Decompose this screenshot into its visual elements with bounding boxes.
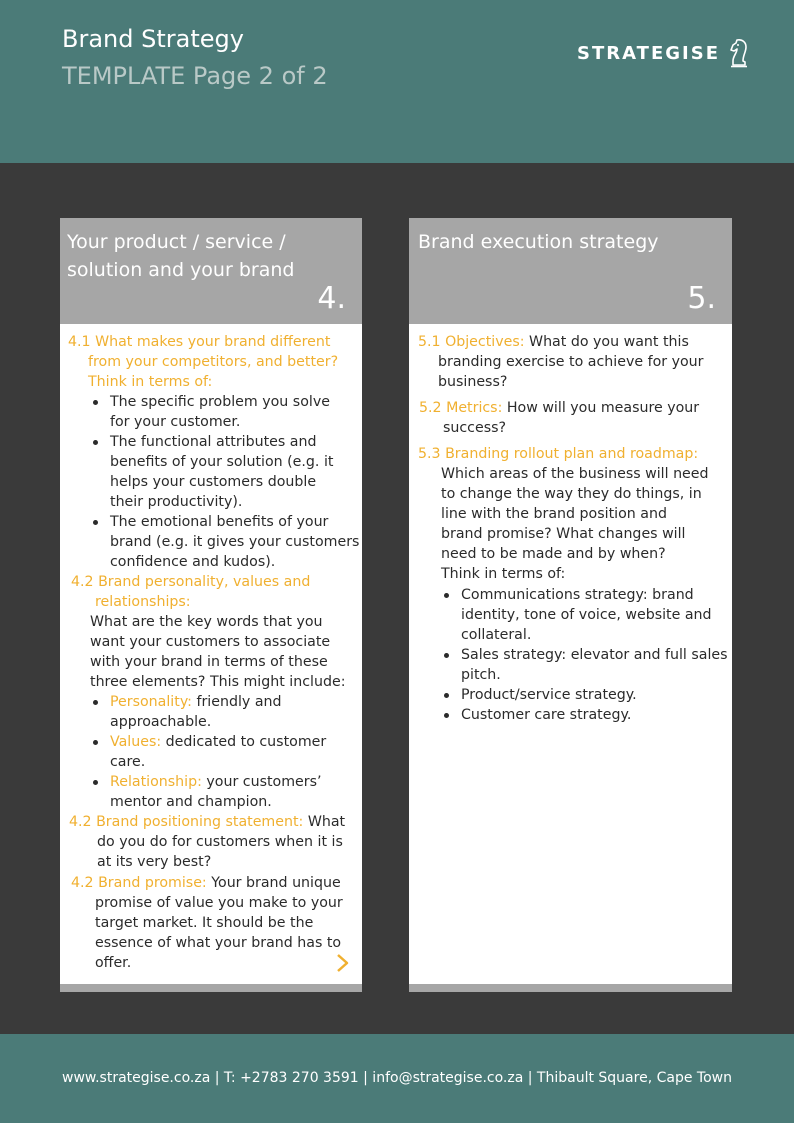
text-line: brand promise? What changes will bbox=[441, 526, 686, 542]
heading-5-2 bbox=[419, 398, 699, 438]
label: 5.2 Metrics: bbox=[419, 400, 503, 416]
card-number: 5. bbox=[687, 281, 716, 316]
text-line: Sales strategy: elevator and full sales bbox=[461, 647, 728, 663]
text: dedicated to customer bbox=[161, 734, 327, 750]
list-item bbox=[110, 432, 333, 512]
label: Personality: bbox=[110, 694, 192, 710]
text-line: branding exercise to achieve for your bbox=[438, 354, 704, 370]
list-item bbox=[461, 685, 637, 705]
text-line: confidence and kudos). bbox=[110, 554, 276, 570]
text-line: promise of value you make to your bbox=[95, 895, 343, 911]
text-line: 4.2 Brand personality, values and bbox=[71, 574, 311, 590]
text-line: for your customer. bbox=[110, 414, 241, 430]
text-line: 4.1 What makes your brand different bbox=[68, 334, 331, 350]
text-line: essence of what your brand has to bbox=[95, 935, 342, 951]
heading-4-2-positioning bbox=[69, 812, 345, 872]
card-title: Brand execution strategy bbox=[418, 231, 659, 253]
label: Relationship: bbox=[110, 774, 202, 790]
text-line: Communications strategy: brand bbox=[461, 587, 694, 603]
list-item bbox=[461, 585, 712, 645]
text-line bbox=[110, 692, 282, 712]
text-line bbox=[110, 772, 322, 792]
text-line bbox=[71, 873, 343, 893]
text-line: The specific problem you solve bbox=[110, 394, 330, 410]
label: Values: bbox=[110, 734, 162, 750]
text-line: business? bbox=[438, 374, 508, 390]
text-line: target market. It should be the bbox=[95, 915, 314, 931]
card-title-line: Your product / service / bbox=[67, 231, 286, 253]
brand-logo bbox=[577, 38, 750, 68]
text-line: care. bbox=[110, 754, 146, 770]
list-item bbox=[461, 645, 728, 685]
text-line: from your competitors, and better? bbox=[88, 354, 339, 370]
text-line bbox=[110, 732, 326, 752]
list-item bbox=[110, 732, 326, 772]
text-line: need to be made and by when? bbox=[441, 546, 666, 562]
text-line: Think in terms of: bbox=[441, 566, 566, 582]
chess-knight-icon bbox=[728, 38, 750, 68]
text-line bbox=[419, 398, 699, 418]
text-line: relationships: bbox=[95, 594, 191, 610]
page-header bbox=[0, 0, 794, 163]
footer-contact-text: www.strategise.co.za | T: +2783 270 3591 | info@strategise.co.za | Thibault Square, Cape Town bbox=[62, 1070, 732, 1086]
text: What bbox=[303, 814, 346, 830]
list-item bbox=[110, 512, 359, 572]
card-footer-bar bbox=[60, 984, 362, 992]
card-number: 4. bbox=[317, 281, 346, 316]
logo-text: STRATEGISE bbox=[577, 42, 720, 64]
text-line: The functional attributes and bbox=[110, 434, 317, 450]
page-footer bbox=[0, 1034, 794, 1123]
text-line: pitch. bbox=[461, 667, 501, 683]
text: Your brand unique bbox=[206, 875, 341, 891]
paragraph bbox=[441, 464, 709, 584]
text-line: identity, tone of voice, website and bbox=[461, 607, 712, 623]
text-line: to change the way they do things, in bbox=[441, 486, 702, 502]
text-line: The emotional benefits of your bbox=[110, 514, 329, 530]
text-line: What are the key words that you bbox=[90, 614, 323, 630]
heading-4-1 bbox=[68, 332, 338, 392]
text-line: their productivity). bbox=[110, 494, 243, 510]
text-line: Customer care strategy. bbox=[461, 707, 632, 723]
text-line: brand (e.g. it gives your customers bbox=[110, 534, 360, 550]
card-title-line: solution and your brand bbox=[67, 259, 295, 281]
paragraph bbox=[90, 612, 346, 692]
text-line: offer. bbox=[95, 955, 132, 971]
heading-5-1 bbox=[418, 332, 704, 392]
text-line: Product/service strategy. bbox=[461, 687, 637, 703]
text-line: benefits of your solution (e.g. it bbox=[110, 454, 334, 470]
list-item bbox=[461, 705, 631, 725]
text-line: mentor and champion. bbox=[110, 794, 272, 810]
label: 4.2 Brand promise: bbox=[71, 875, 207, 891]
text-line: Think in terms of: bbox=[88, 374, 213, 390]
label: 5.1 Objectives: bbox=[418, 334, 525, 350]
text: What do you want this bbox=[524, 334, 689, 350]
label: 4.2 Brand positioning statement: bbox=[69, 814, 304, 830]
text: your customers’ bbox=[201, 774, 322, 790]
text-line bbox=[418, 332, 704, 352]
card-header bbox=[60, 218, 362, 324]
text-line: do you do for customers when it is bbox=[97, 834, 343, 850]
arrow-right-icon bbox=[248, 953, 352, 973]
list-item bbox=[110, 392, 330, 432]
text-line: collateral. bbox=[461, 627, 532, 643]
text-line: three elements? This might include: bbox=[90, 674, 346, 690]
text: friendly and bbox=[191, 694, 282, 710]
text-line: at its very best? bbox=[97, 854, 212, 870]
list-item bbox=[110, 692, 282, 732]
card-title bbox=[67, 228, 294, 284]
text: How will you measure your bbox=[502, 400, 700, 416]
heading-5-3: 5.3 Branding rollout plan and roadmap: bbox=[418, 446, 699, 462]
text-line: Which areas of the business will need bbox=[441, 466, 709, 482]
page-subtitle: TEMPLATE Page 2 of 2 bbox=[62, 62, 328, 90]
text-line bbox=[69, 812, 345, 832]
text-line: success? bbox=[443, 420, 507, 436]
list-item bbox=[110, 772, 322, 812]
card-header bbox=[409, 218, 732, 324]
text-line: with your brand in terms of these bbox=[90, 654, 328, 670]
heading-4-2-personality bbox=[71, 572, 310, 612]
text-line: line with the brand position and bbox=[441, 506, 667, 522]
page-title: Brand Strategy bbox=[62, 25, 244, 53]
text-line: approachable. bbox=[110, 714, 212, 730]
card-footer-bar bbox=[409, 984, 732, 992]
text-line: want your customers to associate bbox=[90, 634, 331, 650]
text-line: helps your customers double bbox=[110, 474, 317, 490]
